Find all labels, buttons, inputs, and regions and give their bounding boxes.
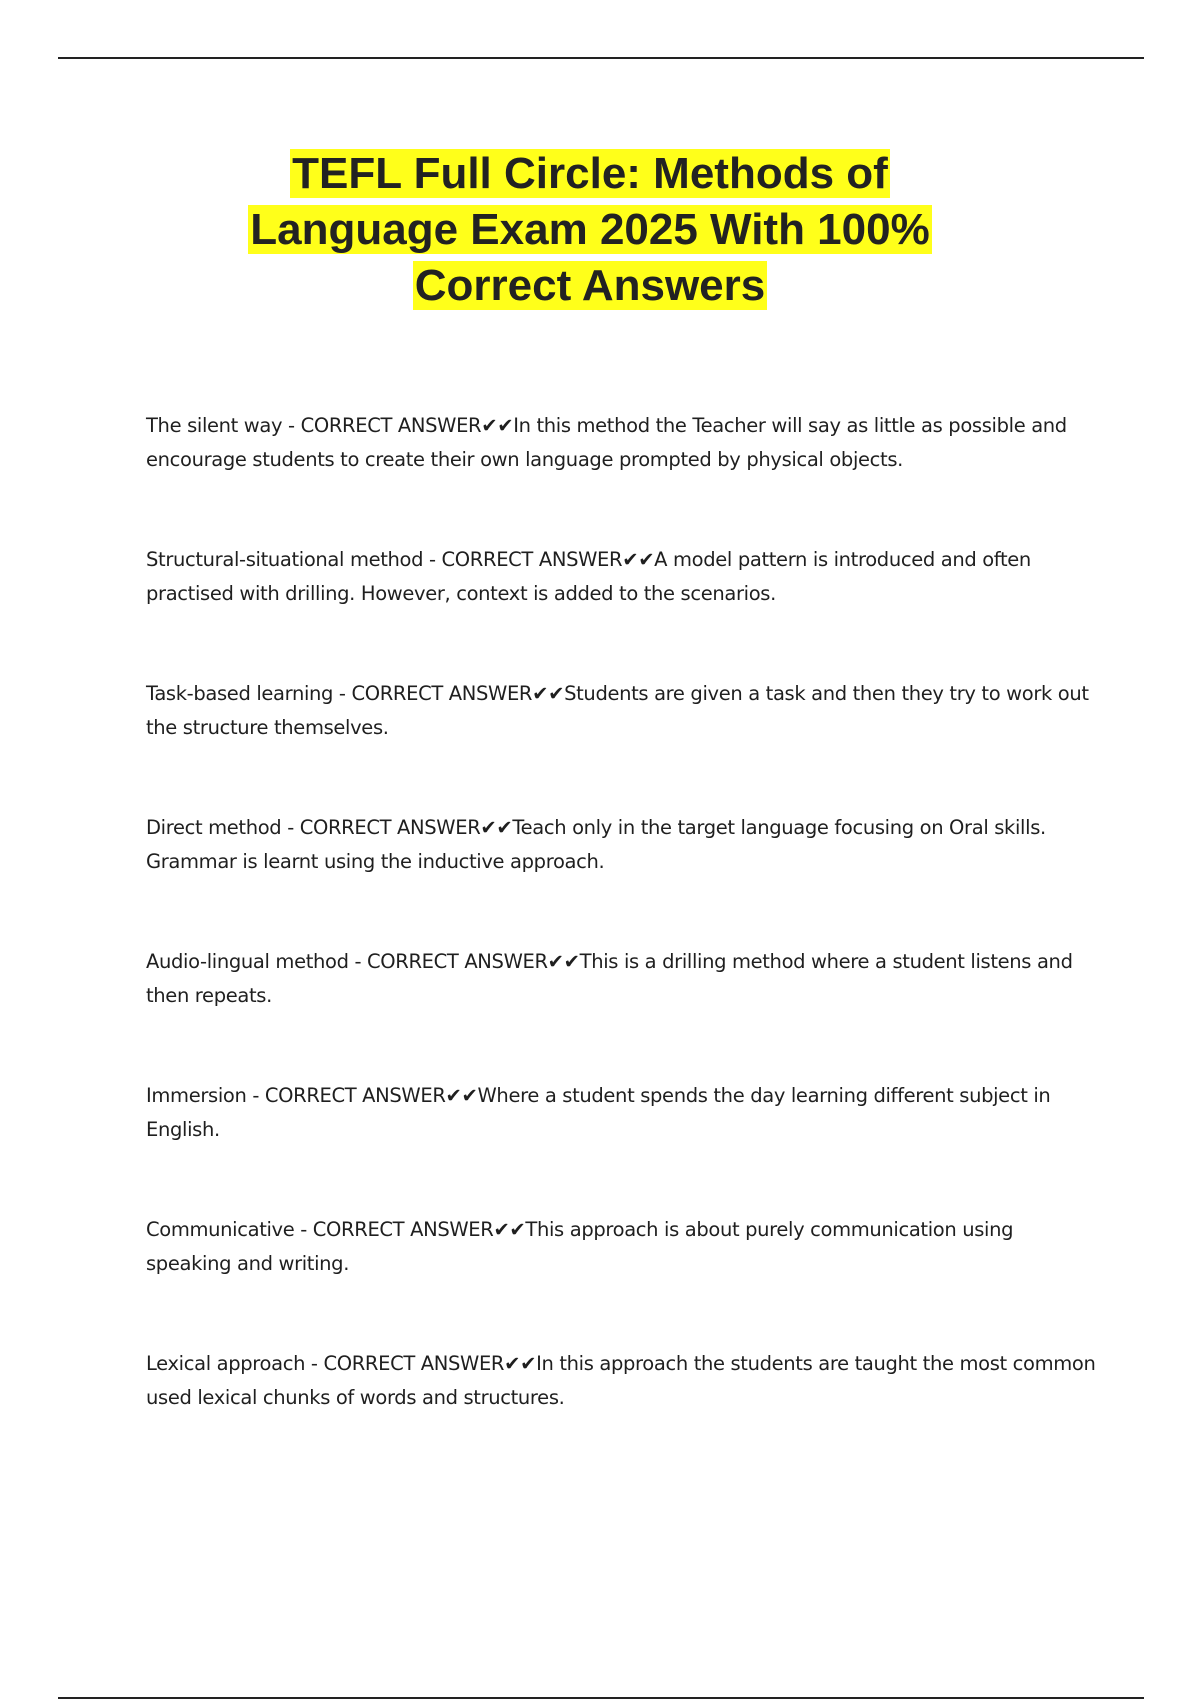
qa-item-communicative: Communicative - CORRECT ANSWER✔✔This approach is about purely communication using speaking and writing. — [146, 1218, 1014, 1275]
title-line-1: TEFL Full Circle: Methods of — [292, 149, 888, 198]
header-rule — [58, 57, 1144, 59]
qa-item-structural-situational: Structural-situational method - CORRECT ANSWER✔✔A model pattern is introduced and often practised with drilling. However, context is added to the scenarios. — [146, 548, 1031, 605]
qa-item-audio-lingual: Audio-lingual method - CORRECT ANSWER✔✔This is a drilling method where a student listens and then repeats. — [146, 950, 1073, 1007]
qa-item-immersion: Immersion - CORRECT ANSWER✔✔Where a student spends the day learning different subject in English. — [146, 1084, 1051, 1141]
qa-item-lexical-approach: Lexical approach - CORRECT ANSWER✔✔In this approach the students are taught the most common used lexical chunks of words and structures. — [146, 1352, 1096, 1409]
qa-item-task-based: Task-based learning - CORRECT ANSWER✔✔Students are given a task and then they try to work out the structure themselves. — [146, 682, 1089, 739]
qa-item-silent-way: The silent way - CORRECT ANSWER✔✔In this method the Teacher will say as little as possible and encourage students to create their own language prompted by physical objects. — [146, 414, 1067, 471]
document-title — [190, 146, 990, 314]
footer-rule — [58, 1697, 1144, 1699]
title-line-3: Correct Answers — [414, 261, 766, 310]
qa-list — [146, 409, 1096, 1481]
title-block — [190, 146, 990, 314]
qa-item-direct-method: Direct method - CORRECT ANSWER✔✔Teach only in the target language focusing on Oral skills. Grammar is learnt using the inductive approach. — [146, 816, 1046, 873]
title-line-2: Language Exam 2025 With 100% — [250, 205, 930, 254]
